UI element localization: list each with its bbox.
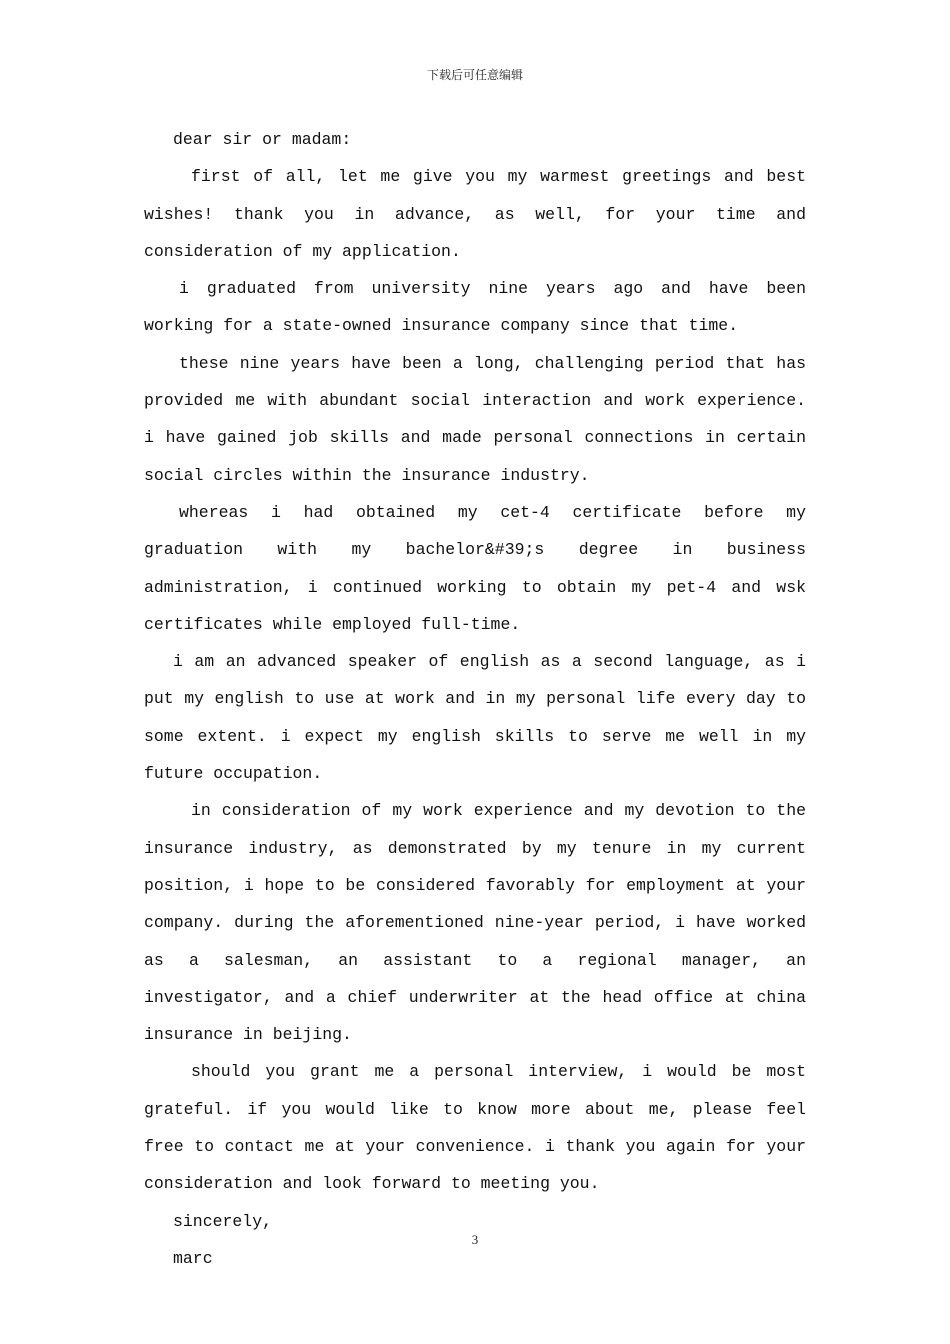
paragraph-greeting: first of all, let me give you my warmest greetings and best wishes! thank you in advance, as well, for your time and consideration of my application. (144, 167, 806, 261)
paragraph-graduation: i graduated from university nine years ago and have been working for a state-owned insurance company since that time. (144, 279, 806, 336)
header-note: 下载后可任意编辑 (426, 68, 523, 82)
salutation: dear sir or madam: (173, 130, 352, 149)
paragraph-interview: should you grant me a personal interview, i would be most grateful. if you would like to know more about me, please feel free to contact me at your convenience. i thank you again for your consideration and look forward to meeting you. (144, 1062, 806, 1194)
signature: marc (173, 1248, 213, 1268)
paragraph-certificates: whereas i had obtained my cet-4 certificate before my graduation with my bachelor&#39;s degree in business administration, i continued working to obtain my pet-4 and wsk certificates while employed full-time. (144, 502, 806, 634)
closing: sincerely, (173, 1211, 273, 1231)
paragraph-english: i am an advanced speaker of english as a second language, as i put my english to use at work and in my personal life every day to some extent. i expect my english skills to serve me well in my future occupation. (144, 652, 806, 784)
page-number: 3 (471, 1232, 479, 1247)
letter-body (144, 121, 806, 1277)
paragraph-consideration: in consideration of my work experience and my devotion to the insurance industry, as demonstrated by my tenure in my current position, i hope to be considered favorably for employment at your company. during the aforementioned nine-year period, i have worked as a salesman, an assistant to a regional manager, an investigator, and a chief underwriter at the head office at china insurance in beijing. (144, 801, 806, 1045)
paragraph-experience: these nine years have been a long, challenging period that has provided me with abundant social interaction and work experience. i have gained job skills and made personal connections in certain social circles within the insurance industry. (144, 353, 806, 485)
